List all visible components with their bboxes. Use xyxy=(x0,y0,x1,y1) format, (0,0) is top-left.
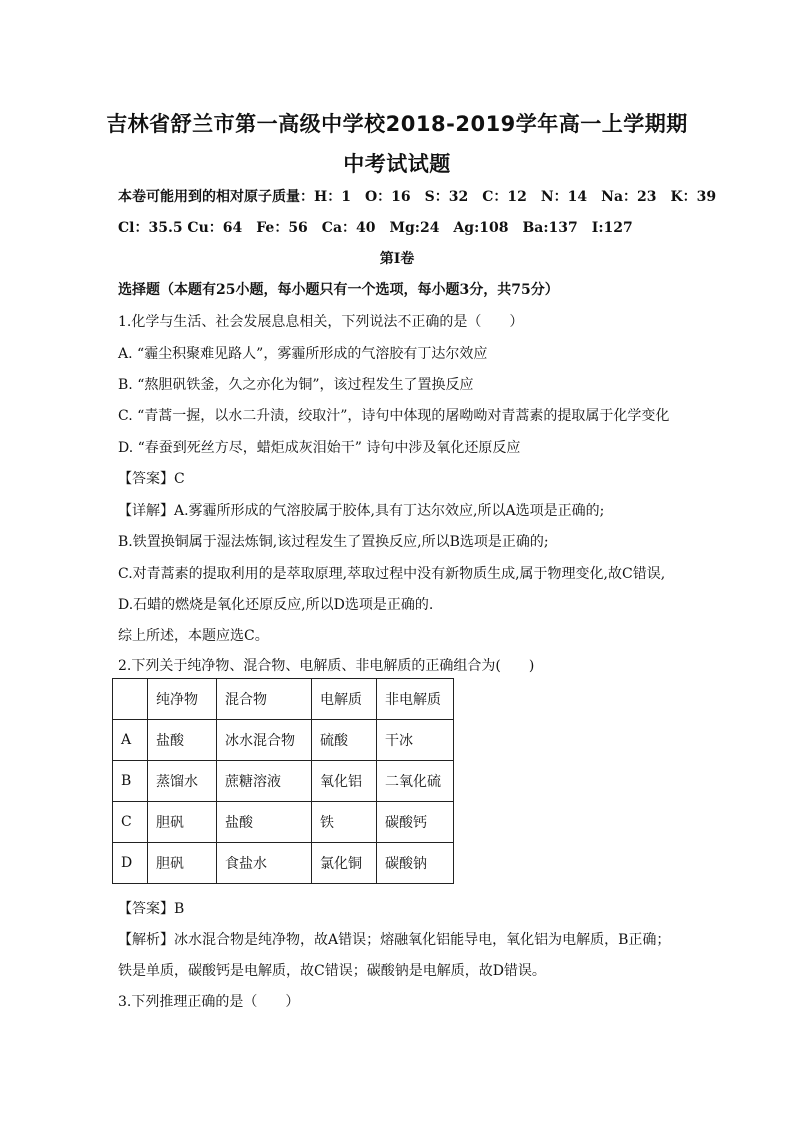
table-header-cell: 电解质 xyxy=(312,679,377,720)
table-header-cell: 非电解质 xyxy=(377,679,454,720)
table-cell: 氯化铜 xyxy=(312,843,377,884)
table-cell: 蔗糖溶液 xyxy=(217,761,312,802)
q1-option-d: D. “春蚕到死丝方尽，蜡炬成灰泪始干” 诗句中涉及氧化还原反应 xyxy=(118,440,521,456)
table-header-cell: 混合物 xyxy=(217,679,312,720)
table-cell: C xyxy=(113,802,148,843)
table-row xyxy=(113,802,454,843)
section-instructions: 选择题（本题有25小题，每小题只有一个选项，每小题3分，共75分） xyxy=(118,282,559,298)
q2-options-table xyxy=(112,678,454,884)
table-cell: A xyxy=(113,720,148,761)
table-cell: 盐酸 xyxy=(217,802,312,843)
q1-stem: 1.化学与生活、社会发展息息相关，下列说法不正确的是（ ） xyxy=(118,314,524,330)
q1-summary: 综上所述，本题应选C。 xyxy=(118,628,269,644)
q3-stem: 3.下列推理正确的是（ ） xyxy=(118,994,300,1010)
table-cell: 食盐水 xyxy=(217,843,312,884)
table-cell: 胆矾 xyxy=(148,843,217,884)
exam-title-line2: 中考试试题 xyxy=(343,152,451,176)
table-cell: B xyxy=(113,761,148,802)
exam-title-line1: 吉林省舒兰市第一高级中学校2018-2019学年高一上学期期 xyxy=(106,112,688,136)
section-title: 第Ⅰ卷 xyxy=(379,251,415,267)
table-header-row xyxy=(113,679,454,720)
q1-option-b: B. “熬胆矾铁釜，久之亦化为铜”，该过程发生了置换反应 xyxy=(118,377,474,393)
table-header-cell: 纯净物 xyxy=(148,679,217,720)
table-cell: 碳酸钠 xyxy=(377,843,454,884)
table-cell: 二氧化硫 xyxy=(377,761,454,802)
table-cell: 硫酸 xyxy=(312,720,377,761)
table-cell: 蒸馏水 xyxy=(148,761,217,802)
q1-answer: 【答案】C xyxy=(118,471,185,487)
q1-option-a: A. “霾尘积聚难见路人”，雾霾所形成的气溶胶有丁达尔效应 xyxy=(118,346,488,362)
table-row xyxy=(113,720,454,761)
q1-explanation-c: C.对青蒿素的提取利用的是萃取原理,萃取过程中没有新物质生成,属于物理变化,故C错误, xyxy=(118,566,666,582)
table-row xyxy=(113,761,454,802)
table-cell: 冰水混合物 xyxy=(217,720,312,761)
q1-explanation-b: B.铁置换铜属于湿法炼铜,该过程发生了置换反应,所以B选项是正确的; xyxy=(118,534,549,550)
table-cell: 胆矾 xyxy=(148,802,217,843)
q1-explanation-d: D.石蜡的燃烧是氧化还原反应,所以D选项是正确的. xyxy=(118,597,434,613)
atomic-mass-line2: Cl：35.5 Cu：64 Fe：56 Ca：40 Mg:24 Ag:108 Ba:137 I:127 xyxy=(118,220,633,236)
q2-analysis-line2: 铁是单质，碳酸钙是电解质，故C错误；碳酸钠是电解质，故D错误。 xyxy=(118,963,546,979)
table-header-cell xyxy=(113,679,148,720)
table-cell: 氧化铝 xyxy=(312,761,377,802)
q1-option-c: C. “青蒿一握，以水二升渍，绞取汁”，诗句中体现的屠呦呦对青蒿素的提取属于化学变化 xyxy=(118,408,670,424)
q2-analysis-line1: 【解析】冰水混合物是纯净物，故A错误；熔融氧化铝能导电，氧化铝为电解质，B正确； xyxy=(118,932,671,948)
q1-explanation-a: 【详解】A.雾霾所形成的气溶胶属于胶体,具有丁达尔效应,所以A选项是正确的; xyxy=(118,503,605,519)
q2-answer: 【答案】B xyxy=(118,901,185,917)
q2-stem: 2.下列关于纯净物、混合物、电解质、非电解质的正确组合为( ) xyxy=(118,658,535,674)
table-row xyxy=(113,843,454,884)
table-cell: 干冰 xyxy=(377,720,454,761)
table-cell: 铁 xyxy=(312,802,377,843)
table-cell: 盐酸 xyxy=(148,720,217,761)
table-cell: D xyxy=(113,843,148,884)
table-cell: 碳酸钙 xyxy=(377,802,454,843)
atomic-mass-line1: 本卷可能用到的相对原子质量：H：1 O：16 S：32 C：12 N：14 Na：23 K：39 xyxy=(118,189,717,205)
